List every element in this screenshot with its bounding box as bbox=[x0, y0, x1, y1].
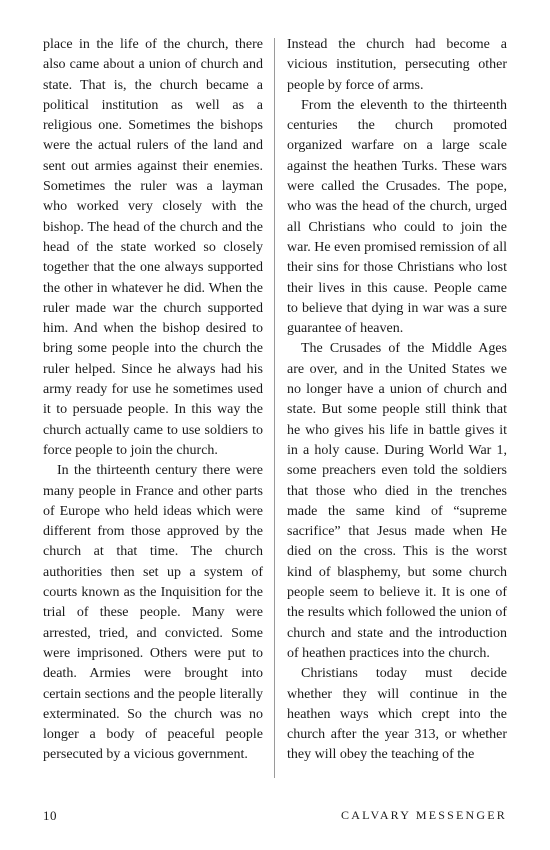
right-paragraph-3: The Crusades of the Middle Ages are over, and in the United States we no longer have a union of church and state. But some people still think that he who gives his life in battle gives it in a holy cause. During World War 1, some preachers even told the soldiers that those who died in the trenches made the same kind of “supreme sacrifice” that Jesus made when He died on the cross. This is the worst kind of blasphemy, but some church people seem to believe it. It is one of the results which followed the union of church and state and the introduction of heathen practices into the church. bbox=[287, 341, 507, 661]
column-divider bbox=[274, 38, 275, 778]
publication-title: CALVARY MESSENGER bbox=[341, 808, 507, 822]
right-paragraph-1: Instead the church had become a vicious institution, persecuting other people by force of arms. bbox=[287, 37, 507, 93]
right-column bbox=[287, 35, 507, 766]
left-column bbox=[43, 35, 263, 766]
right-paragraph-4: Christians today must decide whether they will continue in the heathen ways which crept into the church after the year 313, or whether they will obey the teaching of the bbox=[287, 666, 507, 763]
page-number: 10 bbox=[43, 808, 57, 823]
left-paragraph-2: In the thirteenth century there were many people in France and other parts of Europe who held ideas which were different from those approved by the church at that time. The church authorities then set up a system of courts known as the Inquisition for the trial of these people. Many were arrested, tried, and convicted. Some were imprisoned. Others were put to death. Armies were brought into certain sections and the people literally exterminated. So the church was no longer a body of peaceful people persecuted by a vicious government. bbox=[43, 463, 263, 763]
left-paragraph-1: place in the life of the church, there also came about a union of church and state. That is, the church became a political institution as well as a religious one. Sometimes the bishops were the actual rulers of the land and sent out armies against their enemies. Sometimes the ruler was a layman who worked very closely with the bishop. The head of the church and the head of the state worked so closely together that the one always supported the other in whatever he did. When the ruler made war the church supported him. And when the bishop desired to bring some people into the church the ruler helped. Since he always had his army ready for use he sometimes used it to persuade people. In this way the church actually came to use soldiers to force people to join the church. bbox=[43, 37, 263, 458]
right-paragraph-2: From the eleventh to the thirteenth centuries the church promoted organized warfare on a large scale against the heathen Turks. These wars were called the Crusades. The pope, who was the head of the church, urged all Christians who could to join the war. He even promised remission of all their sins for those Christians who lost their lives in this cause. People came to believe that dying in war was a sure guarantee of heaven. bbox=[287, 97, 507, 337]
